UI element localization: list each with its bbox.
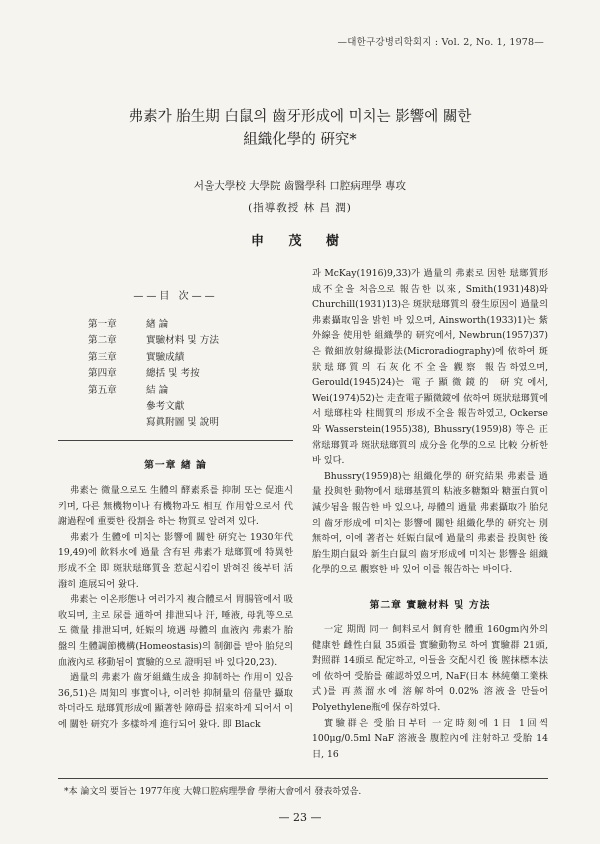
footnote-divider — [58, 778, 548, 779]
paragraph: 實驗群은 受胎日부터 一定時刻에 1日 1回씩 100μg/0.5ml NaF 溶液을 腹腔內에 注射하고 受胎 14日, 16 — [312, 717, 548, 760]
toc-item-number: 第二章 — [88, 335, 117, 347]
toc-heading: ——目 次—— — [133, 291, 218, 302]
journal-header: —대한구강병리학회지 : Vol. 2, No. 1, 1978— — [337, 37, 544, 48]
toc-item — [88, 333, 219, 349]
chapter-1-heading: 第一章 緖 論 — [144, 460, 207, 471]
table-of-contents — [88, 317, 219, 432]
paragraph: 弗素는 微量으로도 生體의 酵素系를 抑制 또는 促進시키며, 다른 無機物이나 有機物과도 相互 作用함으로서 代謝過程에 重要한 役割을 하는 物質로 알려져 있다. — [58, 485, 293, 528]
toc-extra: 參考文獻 — [146, 401, 185, 413]
paragraph: 一定 期間 同一 飼料로서 飼育한 體重 160gm內外의 健康한 雌性白鼠 35頭를 實驗動物로 하여 實驗群 21頭, 對照群 14頭로 配定하고, 이들을 交配시킨 後 膣抹標本法에 依하여 受胎를 確認하였으며, NaF(日本 林純藥工業株式)를 再蒸溜水에 溶解하여 0.02% 溶液을 만들어 Polyethylene瓶에 保存하였다. — [312, 624, 548, 713]
toc-item-label: 結 論 — [146, 384, 169, 396]
toc-item — [88, 317, 219, 333]
toc-item-label: 總括 및 考按 — [146, 368, 200, 380]
toc-item-label: 實驗成績 — [146, 351, 185, 363]
paragraph: 弗素는 이온形態나 여러가지 複合體로서 胃腸管에서 吸收되며, 主로 尿를 通하여 排泄되나 汗, 唾液, 母乳等으로도 微量 排泄되며, 妊娠의 境遇 母體의 血液內 弗素가 胎盤의 生體調節機構(Homeostasis)의 制御를 받아 胎兒의 血液內로 移動됨이 實驗的으로 證明된 바 있다20,23). — [58, 594, 293, 668]
advisor-line: (指導敎授 林 昌 潤) — [248, 202, 352, 214]
toc-item-number: 第三章 — [88, 351, 117, 363]
section-divider — [58, 440, 293, 441]
toc-item — [88, 350, 219, 366]
paragraph: 과 McKay(1916)9,33)가 過量의 弗素로 因한 琺瑯質形成不全을 처음으로 報告한 以來, Smith(1931)48)와 Churchill(1931)13)은 斑狀琺瑯質의 發生原因이 過量의 弗素攝取임을 밝힌 바 있으며, Ainsworth(1933)1)는 紫外線을 使用한 組織學的 研究에서, Newbrun(1957)37)은 微細放射線撮影法(Microradiography)에 依하여 斑狀琺瑯質의 石灰化不全을 觀察 報告하였으며, Gerould(1945)24)는 電子顯微鏡的 研究에서, Wei(1974)52)는 走査電子顯微鏡에 依하여 斑狀琺瑯質에서 琺瑯柱와 柱間質의 形成不全을 報告하였고, Ockerse와 Wasserstein(1955)38), Bhussry(1959)8) 等은 正常琺瑯質과 斑狀琺瑯質의 成分을 化學的으로 比較 分析한 바 있다. — [312, 268, 548, 467]
article-title-line-2: 組織化學的 硏究* — [243, 132, 357, 148]
paragraph: 過量의 弗素가 齒牙組織生成을 抑制하는 作用이 있음36,51)은 周知의 事實이나, 이러한 抑制量의 倍量만 攝取하더라도 琺瑯質形成에 顯著한 障碍를 招來하게 되어서 이에 關한 研究가 多樣하게 進行되어 왔다. 即 Black — [58, 672, 293, 730]
author-name: 申 茂 樹 — [250, 234, 350, 249]
paragraph: Bhussry(1959)8)는 組織化學的 研究結果 弗素를 過量 投與한 動物에서 琺瑯基質의 粘液多糖類와 糖蛋白質이 減少됨을 報告한 바 있으나, 母體의 過量 弗素攝取가 胎兒의 齒牙形成에 미치는 影響에 關한 組織化學的 研究는 別無하여, 이에 著者는 妊娠白鼠에 過量의 弗素를 投與한 後 胎生期白鼠와 新生白鼠의 齒牙形成에 미치는 影響을 組織化學的으로 觀察한 바 있어 이를 報告하는 바이다. — [312, 470, 548, 576]
introduction-continued — [312, 266, 548, 578]
article-title-line-1: 弗素가 胎生期 白鼠의 齒牙形成에 미치는 影響에 關한 — [128, 109, 472, 125]
toc-item-number: 第四章 — [88, 368, 117, 380]
footnote: *本 論文의 要旨는 1977年度 大韓口腔病理學會 學術大會에서 發表하였음. — [64, 787, 362, 797]
toc-item-label: 緖 論 — [146, 319, 169, 330]
chapter-1-body — [58, 483, 293, 733]
toc-item — [88, 383, 219, 399]
page-number: — 23 — — [278, 811, 322, 824]
toc-extra: 寫眞附圖 및 說明 — [146, 417, 219, 429]
chapter-2-body — [312, 622, 548, 762]
toc-item — [88, 366, 219, 382]
toc-item-number: 第一章 — [88, 319, 117, 330]
toc-item-label: 實驗材料 및 方法 — [146, 335, 219, 347]
toc-item-number: 第五章 — [88, 384, 117, 396]
paragraph: 弗素가 生體에 미치는 影響에 關한 研究는 1930年代19,49)에 飮料水에 過量 含有된 弗素가 琺瑯質에 特異한 形成不全 即 斑狀琺瑯質을 惹起시킴이 밝혀진 後부터 活潑히 進展되어 왔다. — [58, 531, 293, 590]
chapter-2-heading: 第二章 實驗材料 및 方法 — [369, 600, 491, 611]
author-affiliation: 서울大學校 大學院 齒醫學科 口腔病理學 專攻 — [193, 180, 407, 192]
